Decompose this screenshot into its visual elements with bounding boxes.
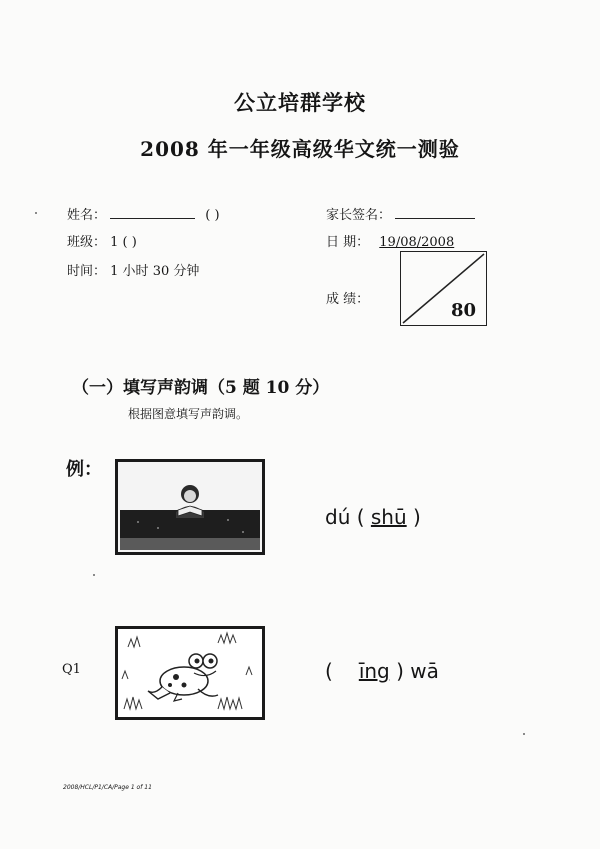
name-label: 姓名： [67, 208, 107, 223]
q1-picture-frog [115, 626, 265, 720]
time-value: 1 小时 30 分钟 [110, 264, 200, 279]
example-pinyin-right: ) [406, 505, 421, 529]
class-value: 1 ( ) [110, 235, 137, 250]
school-name: 公立培群学校 [234, 90, 366, 115]
q1-open-paren: ( [325, 659, 333, 683]
time-row [67, 260, 199, 279]
score-box [400, 251, 487, 326]
section-instruction: 根据图意填写声韵调。 [128, 407, 249, 421]
q1-answer-blank: īng [358, 659, 390, 683]
q1-label: Q1 [62, 662, 81, 677]
example-pinyin [325, 505, 421, 529]
grade-label: 成 绩： [326, 292, 370, 307]
parent-signature-blank [395, 206, 475, 219]
example-picture-reading-boy [115, 459, 265, 555]
name-index-paren: ( ) [205, 208, 220, 223]
scan-speck [35, 212, 37, 214]
section-title: （一）填写声韵调（5 题 10 分） [72, 378, 330, 398]
date-row [326, 231, 454, 250]
example-answer: shū [370, 505, 407, 529]
scan-speck [523, 733, 525, 735]
q1-close-text: ) wā [389, 659, 439, 683]
parent-signature-label: 家长签名： [326, 208, 392, 223]
example-pinyin-left: dú ( [325, 505, 371, 529]
name-row [67, 204, 220, 223]
score-value: 80 [450, 300, 476, 321]
exam-title: 2008 年一年级高级华文统一测验 [140, 137, 460, 161]
q1-pinyin [325, 659, 439, 683]
date-label: 日 期： [326, 235, 370, 250]
date-value: 19/08/2008 [379, 235, 455, 250]
scan-speck [93, 574, 95, 576]
page-footer: 2008/HCL/P1/CA/Page 1 of 11 [63, 784, 152, 791]
class-label: 班级： [67, 235, 107, 250]
class-row [67, 231, 137, 250]
time-label: 时间： [67, 264, 107, 279]
example-label: 例： [66, 459, 102, 480]
parent-signature-row [326, 204, 475, 223]
name-blank [110, 206, 195, 219]
